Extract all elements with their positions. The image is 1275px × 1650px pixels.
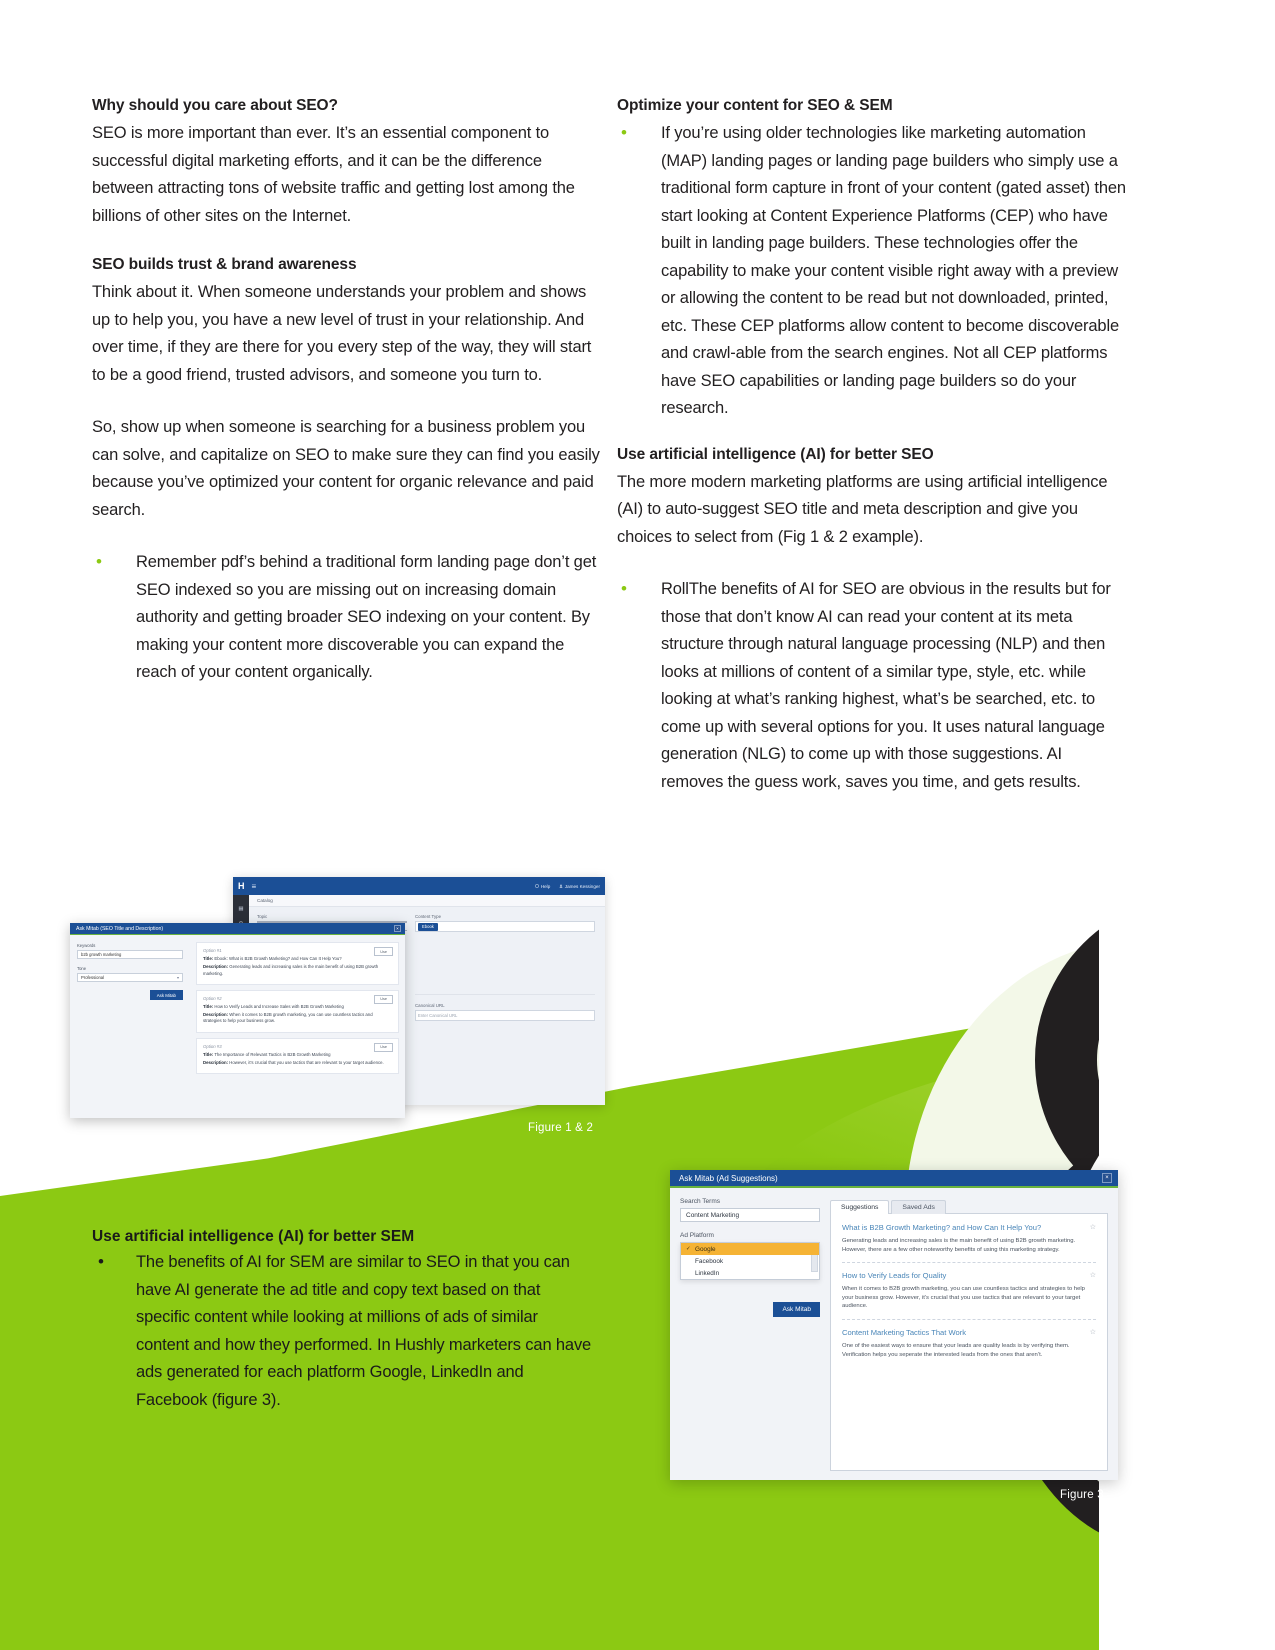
desc-label: Description: [203, 1060, 229, 1066]
platform-option-facebook[interactable]: Facebook [695, 1257, 724, 1265]
suggestion-body: One of the easiest ways to ensure that your leads are quality leads is by verifying them. Verification helps you seperate the interested leads from the ones that aren’t. [842, 1342, 1070, 1358]
paragraph-why-seo: SEO is more important than ever. It’s an essential component to successful digital marketing efforts, and it can be the difference between attracting tons of website traffic and getting lost among the billions of other sites on the Internet. [92, 124, 575, 225]
ad-suggestions-title-bar [670, 1170, 1118, 1188]
option-desc: Generating leads and increasing sales is the main benefit of using B2B growth marketing. [203, 964, 379, 976]
app-logo: H [238, 880, 245, 891]
option-card [196, 990, 399, 1033]
option-header: Option #1 [203, 948, 222, 953]
list-item: • The benefits of AI for SEM are similar to SEO in that you can have AI generate the ad title and copy text based on that specific content while looking at millions of ads of similar content and how they performed. In Hushly marketers can have ads generated for each platform Google, LinkedIn and Facebook (figure 3). [92, 1249, 592, 1414]
content-type-chip[interactable]: Ebook [418, 923, 438, 931]
use-button[interactable]: Use [374, 995, 393, 1004]
suggestion-title[interactable]: How to Verify Leads for Quality [842, 1271, 947, 1281]
paragraph-ai-for-seo: The more modern marketing platforms are using artificial intelligence (AI) to auto-suggest SEO title and meta description and give you choices to select from (Fig 1 & 2 example). [617, 472, 1108, 546]
star-icon[interactable]: ☆ [1089, 1272, 1096, 1280]
list-item: • If you’re using older technologies like marketing automation (MAP) landing pages or landing page builders who simply use a traditional form capture in front of your content (gated asset) then start looking at Content Experience Platforms (CEP) who have built in landing page builders. These technologies offer the capability to make your content visible right away with a preview or allowing the content to be read but not downloaded, printed, etc. These CEP platforms allow content to become discoverable and crawl-able from the search engines. Not all CEP platforms have SEO capabilities or landing page builders so do your research. [617, 120, 1127, 423]
suggestion-card [842, 1223, 1096, 1263]
option-desc: When it comes to B2B growth marketing, you can use countless tactics and strategies to help your business grow. [203, 1012, 373, 1024]
canonical-url-placeholder: Enter Canonical URL [418, 1013, 458, 1018]
ad-platform-label: Ad Platform [680, 1232, 714, 1239]
suggestion-title[interactable]: Content Marketing Tactics That Work [842, 1327, 967, 1337]
option-title: Ebook: What is B2B Growth Marketing? and How Can It Help You? [214, 956, 342, 961]
ask-mitab-button[interactable]: Ask Mitab [150, 990, 183, 1000]
heading-optimize-content: Optimize your content for SEO & SEM [617, 97, 893, 114]
list-item: • RollThe benefits of AI for SEO are obvious in the results but for those that don’t know AI can read your content at its meta structure through natural language processing (NLP) and then looks at millions of content of a similar type, style, etc. while looking at what’s ranking highest, what’s be searched, etc. to come up with several options for you. It uses natural language generation (NLG) to come up with those suggestions. AI removes the guess work, saves you time, and gets results. [617, 576, 1127, 796]
option-card [196, 942, 399, 985]
suggestion-body: When it comes to B2B growth marketing, you can use countless tactics and strategies to help your business grow. However, it’s crucial that you use tactics that are relevant to your target audience. [842, 1286, 1085, 1310]
option-title-line [203, 1004, 392, 1010]
tone-value: Professional [81, 975, 105, 980]
title-label: Title: [203, 1051, 214, 1057]
use-button[interactable]: Use [374, 1043, 393, 1052]
suggestion-card [842, 1328, 1096, 1367]
option-desc-line [203, 1060, 392, 1066]
chevron-down-icon: ▾ [176, 975, 179, 980]
tone-label: Tone [77, 966, 87, 971]
desc-label: Description: [203, 1012, 229, 1018]
tab-saved-ads[interactable]: Saved Ads [891, 1200, 946, 1214]
ask-mitab-seo-dialog [70, 923, 405, 1118]
right-bullet-list-2 [617, 576, 1127, 796]
ad-form-panel [680, 1198, 820, 1470]
ad-suggestions-body [670, 1188, 1118, 1480]
star-icon[interactable]: ☆ [1089, 1328, 1096, 1336]
sem-section [92, 1228, 592, 1414]
content-type-label: Content Type [415, 914, 442, 919]
dialog-title: Ask Mitab (SEO Title and Description) [76, 925, 164, 932]
sem-bullet-list [92, 1249, 592, 1414]
breadcrumb: Catalog [249, 895, 605, 907]
keywords-input[interactable] [77, 950, 183, 959]
search-terms-label: Search Terms [680, 1198, 720, 1205]
tab-bar [830, 1198, 1108, 1214]
option-title: How to Verify Leads and Increase Sales with B2B Growth Marketing [214, 1003, 344, 1009]
help-link[interactable] [535, 884, 550, 889]
option-title-line [203, 956, 392, 962]
option-title-line [203, 1052, 392, 1058]
heading-ai-for-sem: Use artificial intelligence (AI) for better SEM [92, 1228, 415, 1245]
option-header: Option #3 [203, 1043, 222, 1049]
list-item: • Remember pdf’s behind a traditional form landing page don’t get SEO indexed so you are missing out on increasing domain authority and getting broader SEO indexing on your content. By making your content more discoverable you can expand the reach of your content organically. [92, 549, 602, 687]
keywords-label: Keywords [77, 943, 96, 948]
ask-mitab-button[interactable]: Ask Mitab [773, 1302, 820, 1317]
dialog-title-bar [70, 923, 405, 935]
title-label: Title: [203, 956, 214, 961]
title-label: Title: [203, 1003, 214, 1009]
use-button[interactable]: Use [374, 947, 393, 956]
option-card [196, 1038, 399, 1075]
hamburger-icon[interactable]: ≡ [251, 881, 257, 891]
user-label: James Kessinger [564, 883, 600, 889]
canonical-url-input[interactable] [415, 1010, 595, 1021]
paragraph-seo-trust-2: So, show up when someone is searching for a business problem you can solve, and capitalize on SEO to make sure they can find you easily because you’ve optimized your content for organic relevance and paid search. [92, 418, 600, 519]
dialog-body [70, 935, 405, 1118]
app-top-bar [233, 877, 605, 895]
left-column [92, 96, 602, 709]
option-desc: However, it’s crucial that you use tactics that are relevant to your target audience. [229, 1060, 384, 1066]
content-type-field[interactable] [415, 921, 595, 932]
figure-3-screenshot [670, 1170, 1118, 1480]
platform-option-google[interactable]: ✓ Google [681, 1243, 819, 1255]
tone-select[interactable] [77, 973, 183, 982]
topic-label: Topic [257, 914, 268, 919]
option-desc-line [203, 964, 392, 977]
dialog-title: Ask Mitab (Ad Suggestions) [679, 1173, 778, 1183]
figure-1-2-caption: Figure 1 & 2 [528, 1122, 594, 1134]
user-icon [559, 884, 563, 888]
search-terms-value: Content Marketing [686, 1211, 740, 1219]
suggestion-body: Generating leads and increasing sales is the main benefit of using B2B growth marketing. However, there are a few other noteworthy benefits of using this marketing strategy. [842, 1238, 1076, 1253]
keywords-value: b2b growth marketing [81, 952, 122, 957]
dialog-form-panel [70, 935, 190, 1118]
app-form-right [415, 914, 595, 1021]
figure-3-caption: Figure 3 [1060, 1489, 1104, 1501]
suggestion-title[interactable]: What is B2B Growth Marketing? and How Can It Help You? [842, 1223, 1042, 1232]
suggestions-panel [830, 1213, 1108, 1471]
option-title: The Importance of Relevant Tactics in B2B Growth Marketing [214, 1051, 331, 1057]
platform-option-linkedin[interactable]: LinkedIn [695, 1269, 720, 1277]
grid-icon[interactable]: ▦ [238, 905, 244, 912]
option-header: Option #2 [203, 995, 222, 1001]
close-icon[interactable]: × [394, 925, 401, 932]
help-icon [535, 884, 539, 888]
desc-label: Description: [203, 964, 229, 970]
search-terms-input[interactable] [680, 1208, 820, 1222]
app-top-right-group [535, 884, 600, 889]
right-bullet-list-1 [617, 120, 1127, 423]
left-bullet-list [92, 549, 602, 687]
option-desc-line [203, 1012, 392, 1025]
close-icon[interactable]: × [1102, 1173, 1112, 1183]
user-menu[interactable] [559, 884, 600, 889]
suggestion-card [842, 1271, 1096, 1320]
paragraph-seo-trust-1: Think about it. When someone understands your problem and shows up to help you, you have a new level of trust in your relationship. And over time, if they are there for you every step of the way, they will start to be a good friend, trusted advisors, and someone you turn to. [92, 283, 592, 384]
star-icon[interactable]: ☆ [1089, 1224, 1096, 1231]
ad-suggestions-panel [830, 1198, 1108, 1470]
figure-1-2-screenshot [70, 877, 615, 1149]
dialog-options-panel [190, 935, 405, 1118]
heading-seo-trust: SEO builds trust & brand awareness [92, 256, 357, 274]
ad-platform-listbox[interactable] [680, 1242, 820, 1280]
help-label: Help [540, 883, 551, 889]
right-column [617, 96, 1127, 818]
canonical-url-label: Canonical URL [415, 1003, 445, 1008]
heading-why-seo: Why should you care about SEO? [92, 97, 338, 114]
heading-ai-for-seo: Use artificial intelligence (AI) for better SEO [617, 445, 934, 463]
tab-suggestions[interactable]: Suggestions [830, 1200, 889, 1214]
